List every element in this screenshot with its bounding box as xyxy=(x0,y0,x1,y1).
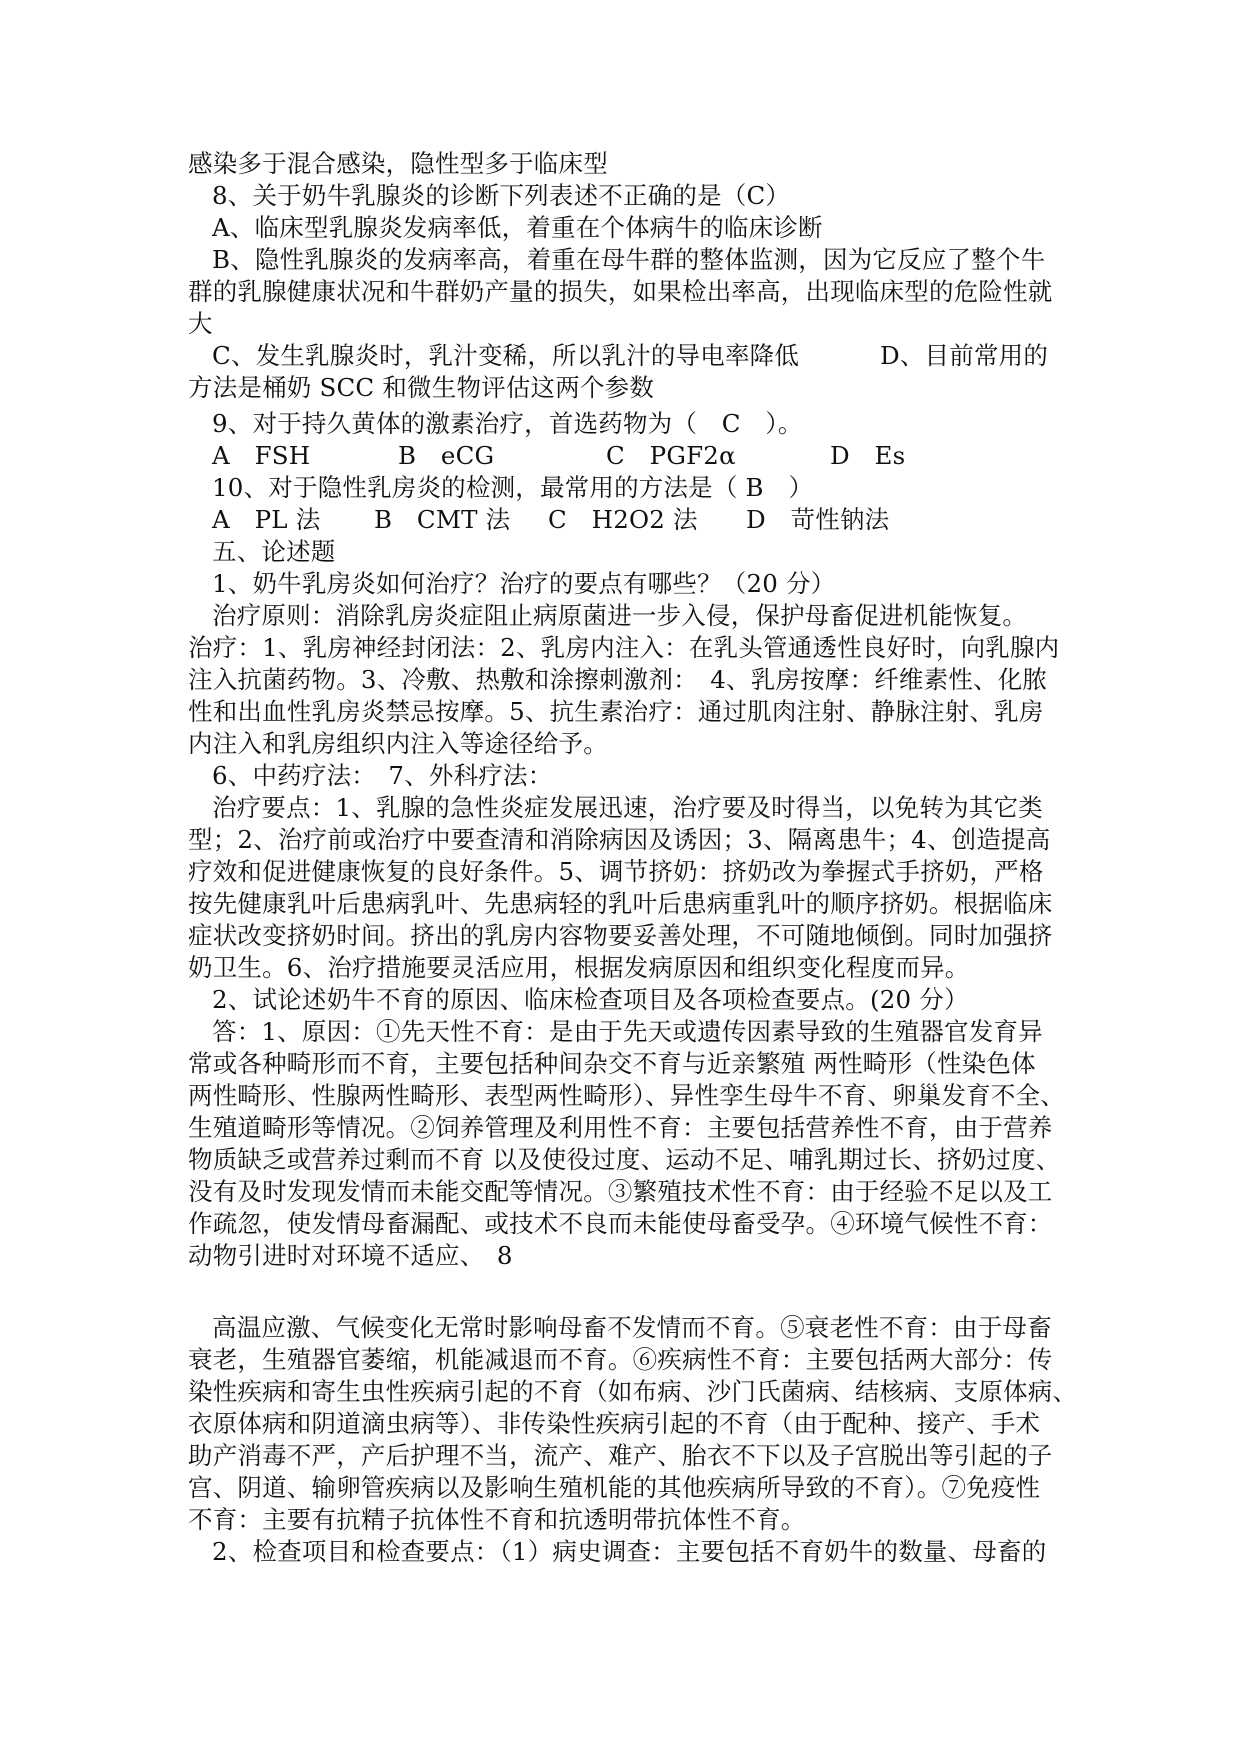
text-line: 物质缺乏或营养过剩而不育 以及使役过度、运动不足、哺乳期过长、挤奶过度、 xyxy=(188,1145,1061,1174)
text-line: 症状改变挤奶时间。挤出的乳房内容物要妥善处理，不可随地倾倒。同时加强挤 xyxy=(188,921,1053,950)
text-line: 方法是桶奶 SCC 和微生物评估这两个参数 xyxy=(188,373,655,402)
option-b: B、隐性乳腺炎的发病率高，着重在母牛群的整体监测，因为它反应了整个牛 xyxy=(212,245,1046,274)
text-line: 型；2、治疗前或治疗中要查清和消除病因及诱因；3、隔离患牛；4、创造提高 xyxy=(188,825,1051,854)
text-line: 不育：主要有抗精子抗体性不育和抗透明带抗体性不育。 xyxy=(188,1505,806,1534)
text-line: 奶卫生。6、治疗措施要灵活应用，根据发病原因和组织变化程度而异。 xyxy=(188,953,970,982)
text-line: 助产消毒不严，产后护理不当，流产、难产、胎衣不下以及子宫脱出等引起的子 xyxy=(188,1441,1053,1470)
text-line: 6、中药疗法： 7、外科疗法： xyxy=(212,761,553,790)
question-9: 9、对于持久黄体的激素治疗，首选药物为（ C ）。 xyxy=(212,409,803,438)
section-heading: 五、论述题 xyxy=(212,537,336,566)
text-line: 内注入和乳房组织内注入等途径给予。 xyxy=(188,729,608,758)
q10-option-d: D 苛性钠法 xyxy=(746,505,890,534)
text-line: 没有及时发现发情而未能交配等情况。③繁殖技术性不育：由于经验不足以及工 xyxy=(188,1177,1053,1206)
q10-option-a: A PL 法 xyxy=(212,505,321,534)
option-a: A、临床型乳腺炎发病率低，着重在个体病牛的临床诊断 xyxy=(212,213,823,242)
text-line: 群的乳腺健康状况和牛群奶产量的损失，如果检出率高，出现临床型的危险性就 xyxy=(188,277,1053,306)
option-d: D、目前常用的 xyxy=(880,341,1049,370)
text-line: 衰老，生殖器官萎缩，机能减退而不育。⑥疾病性不育：主要包括两大部分：传 xyxy=(188,1345,1053,1374)
text-line: 宫、阴道、输卵管疾病以及影响生殖机能的其他疾病所导致的不育）。⑦免疫性 xyxy=(188,1473,1041,1502)
q9-option-c: C PGF2α xyxy=(606,441,736,470)
option-c: C、发生乳腺炎时，乳汁变稀，所以乳汁的导电率降低 xyxy=(212,341,800,370)
text-line: 2、检查项目和检查要点：（1）病史调查：主要包括不育奶牛的数量、母畜的 xyxy=(212,1537,1047,1566)
text-line: 感染多于混合感染，隐性型多于临床型 xyxy=(188,149,608,178)
essay-question-2: 2、试论述奶牛不育的原因、临床检查项目及各项检查要点。(20 分） xyxy=(212,985,969,1014)
text-line: 治疗原则：消除乳房炎症阻止病原菌进一步入侵，保护母畜促进机能恢复。 xyxy=(212,601,1028,630)
q9-option-d: D Es xyxy=(830,441,906,470)
q10-option-c: C H2O2 法 xyxy=(548,505,698,534)
text-line: 生殖道畸形等情况。②饲养管理及利用性不育：主要包括营养性不育，由于营养 xyxy=(188,1113,1053,1142)
question-8: 8、关于奶牛乳腺炎的诊断下列表述不正确的是（C） xyxy=(212,181,791,210)
essay-question-1: 1、奶牛乳房炎如何治疗？治疗的要点有哪些？（20 分） xyxy=(212,569,836,598)
text-line: 衣原体病和阴道滴虫病等）、非传染性疾病引起的不育（由于配种、接产、手术 xyxy=(188,1409,1041,1438)
text-line: 两性畸形、性腺两性畸形、表型两性畸形）、异性孪生母牛不育、卵巢发育不全、 xyxy=(188,1081,1065,1110)
text-line: 常或各种畸形而不育，主要包括种间杂交不育与近亲繁殖 两性畸形（性染色体 xyxy=(188,1049,1036,1078)
text-line: 注入抗菌药物。3、冷敷、热敷和涂擦刺激剂： 4、乳房按摩：纤维素性、化脓 xyxy=(188,665,1048,694)
q9-option-a: A FSH xyxy=(212,441,311,470)
text-line: 动物引进时对环境不适应、 8 xyxy=(188,1241,513,1270)
text-line: 染性疾病和寄生虫性疾病引起的不育（如布病、沙门氏菌病、结核病、支原体病、 xyxy=(188,1377,1078,1406)
text-line: 治疗要点：1、乳腺的急性炎症发展迅速，治疗要及时得当，以免转为其它类 xyxy=(212,793,1043,822)
text-line: 高温应激、气候变化无常时影响母畜不发情而不育。⑤衰老性不育：由于母畜 xyxy=(212,1313,1052,1342)
q10-option-b: B CMT 法 xyxy=(374,505,511,534)
text-line: 答：1、原因：①先天性不育：是由于先天或遗传因素导致的生殖器官发育异 xyxy=(212,1017,1043,1046)
text-line: 按先健康乳叶后患病乳叶、先患病轻的乳叶后患病重乳叶的顺序挤奶。根据临床 xyxy=(188,889,1053,918)
question-10: 10、对于隐性乳房炎的检测，最常用的方法是（ B ） xyxy=(212,473,814,502)
text-line: 性和出血性乳房炎禁忌按摩。5、抗生素治疗：通过肌肉注射、静脉注射、乳房 xyxy=(188,697,1044,726)
text-line: 大 xyxy=(188,309,213,338)
text-line: 疗效和促进健康恢复的良好条件。5、调节挤奶：挤奶改为拳握式手挤奶，严格 xyxy=(188,857,1044,886)
text-line: 治疗：1、乳房神经封闭法：2、乳房内注入：在乳头管通透性良好时，向乳腺内 xyxy=(188,633,1060,662)
text-line: 作疏忽，使发情母畜漏配、或技术不良而未能使母畜受孕。④环境气候性不育： xyxy=(188,1209,1053,1238)
q9-option-b: B eCG xyxy=(398,441,495,470)
